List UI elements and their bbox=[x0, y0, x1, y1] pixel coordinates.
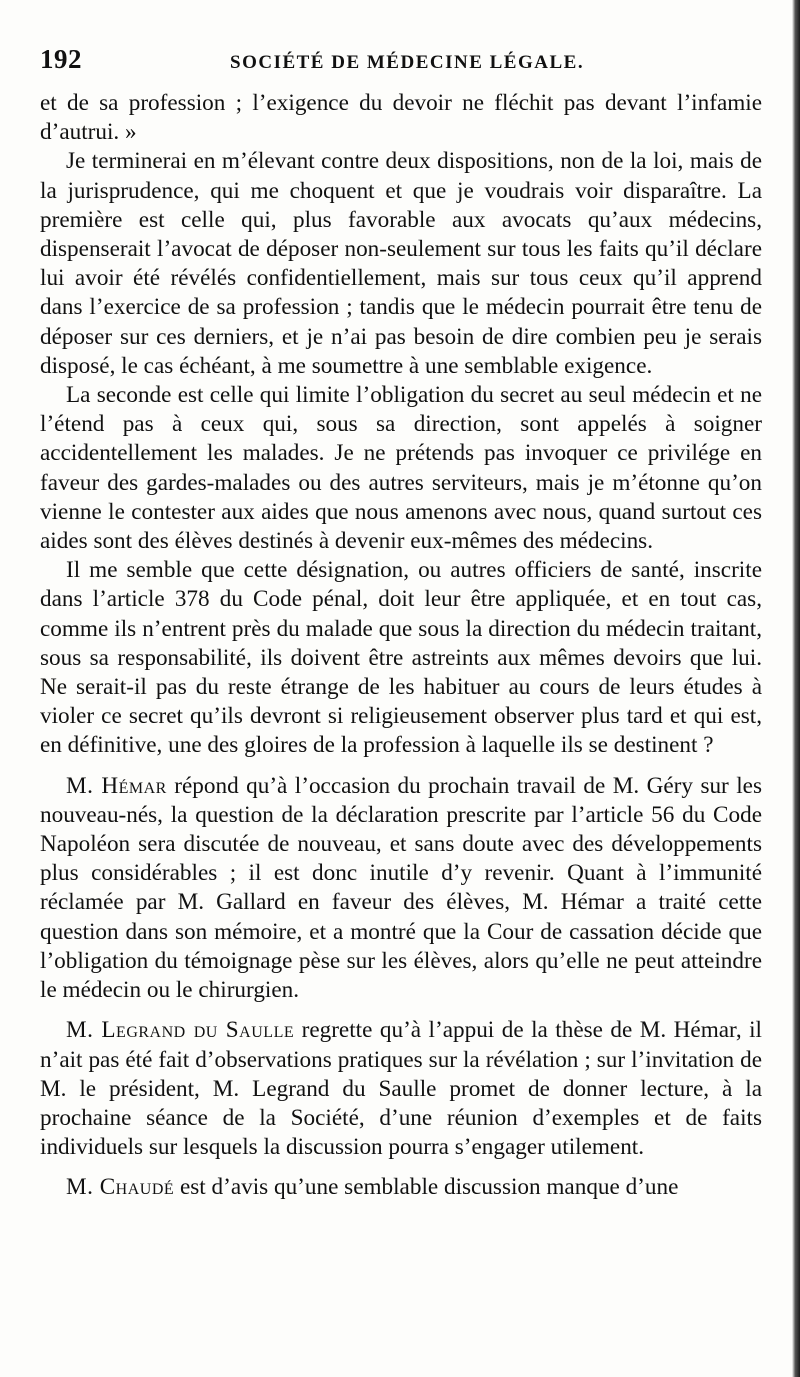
speaker-paragraph bbox=[40, 1173, 762, 1202]
paragraph: Je terminerai en m’élevant contre deux dispositions, non de la loi, mais de la jurisprudence, qui me choquent et que je voudrais voir disparaître. La première est celle qui, plus favorable aux avocats qu’aux médecins, dispenserait l’avocat de déposer non-seulement sur tous les faits qu’il déclare lui avoir été révélés confidentiellement, mais sur tous ceux qu’il apprend dans l’exercice de sa profession ; tandis que le médecin pourrait être tenu de déposer sur ces derniers, et je n’ai pas besoin de dire combien peu je serais disposé, le cas échéant, à me soumettre à une semblable exigence. bbox=[40, 148, 762, 379]
page-number: 192 bbox=[40, 44, 82, 74]
speaker-name: M. Chaudé bbox=[66, 1174, 175, 1201]
scan-edge-shadow bbox=[792, 0, 800, 1377]
page-header bbox=[40, 44, 762, 75]
paragraph: et de sa profession ; l’exigence du devoir ne fléchit pas devant l’infamie d’autrui. » bbox=[40, 90, 762, 146]
speaker-text: est d’avis qu’une semblable discussion manque d’une bbox=[174, 1174, 679, 1201]
speaker-name: M. Hémar bbox=[66, 772, 167, 799]
speaker-text: regrette qu’à l’appui de la thèse de M. Hémar, il n’ait pas été fait d’observations pratiques sur la révélation ; sur l’invitation de M. le président, M. Legrand du Saulle promet de donner lecture, à la prochaine séance de la Société, d’une réunion d’exemples et de faits individuels sur lesquels la discussion pourra s’engager utilement. bbox=[40, 1017, 762, 1161]
body-text bbox=[40, 89, 762, 1203]
running-head: SOCIÉTÉ DE MÉDECINE LÉGALE. bbox=[230, 52, 585, 73]
paragraph: Il me semble que cette désignation, ou autres officiers de santé, inscrite dans l’article 378 du Code pénal, doit leur être appliquée, et en tout cas, comme ils n’entrent près du malade que sous la direction du médecin traitant, sous sa responsabilité, ils doivent être astreints aux mêmes devoirs que lui. Ne serait-il pas du reste étrange de les habituer au cours de leurs études à violer ce secret qu’ils devront si religieusement observer plus tard et qui est, en définitive, une des gloires de la profession à laquelle ils se destinent ? bbox=[40, 557, 762, 759]
paragraph: La seconde est celle qui limite l’obligation du secret au seul médecin et ne l’étend pas à ceux qui, sous sa direction, sont appelés à soigner accidentellement les malades. Je ne prétends pas invoquer ce privilége en faveur des gardes-malades ou des autres serviteurs, mais je m’étonne qu’on vienne le contester aux aides que nous amenons avec nous, quand surtout ces aides sont des élèves destinés à devenir eux-mêmes des médecins. bbox=[40, 382, 762, 555]
speaker-text: répond qu’à l’occasion du prochain travail de M. Géry sur les nouveau-nés, la question de la déclaration prescrite par l’article 56 du Code Napoléon sera discutée de nouveau, et sans doute avec des développements plus considérables ; il est donc inutile d’y revenir. Quant à l’immunité réclamée par M. Gallard en faveur des élèves, M. Hémar a traité cette question dans son mémoire, et a montré que la Cour de cassation décide que l’obligation du témoignage pèse sur les élèves, alors qu’elle ne peut atteindre le médecin ou le chirurgien. bbox=[40, 772, 762, 1004]
speaker-name: M. Legrand du Saulle bbox=[66, 1017, 295, 1044]
speaker-paragraph bbox=[40, 772, 762, 1006]
speaker-paragraph bbox=[40, 1016, 762, 1162]
